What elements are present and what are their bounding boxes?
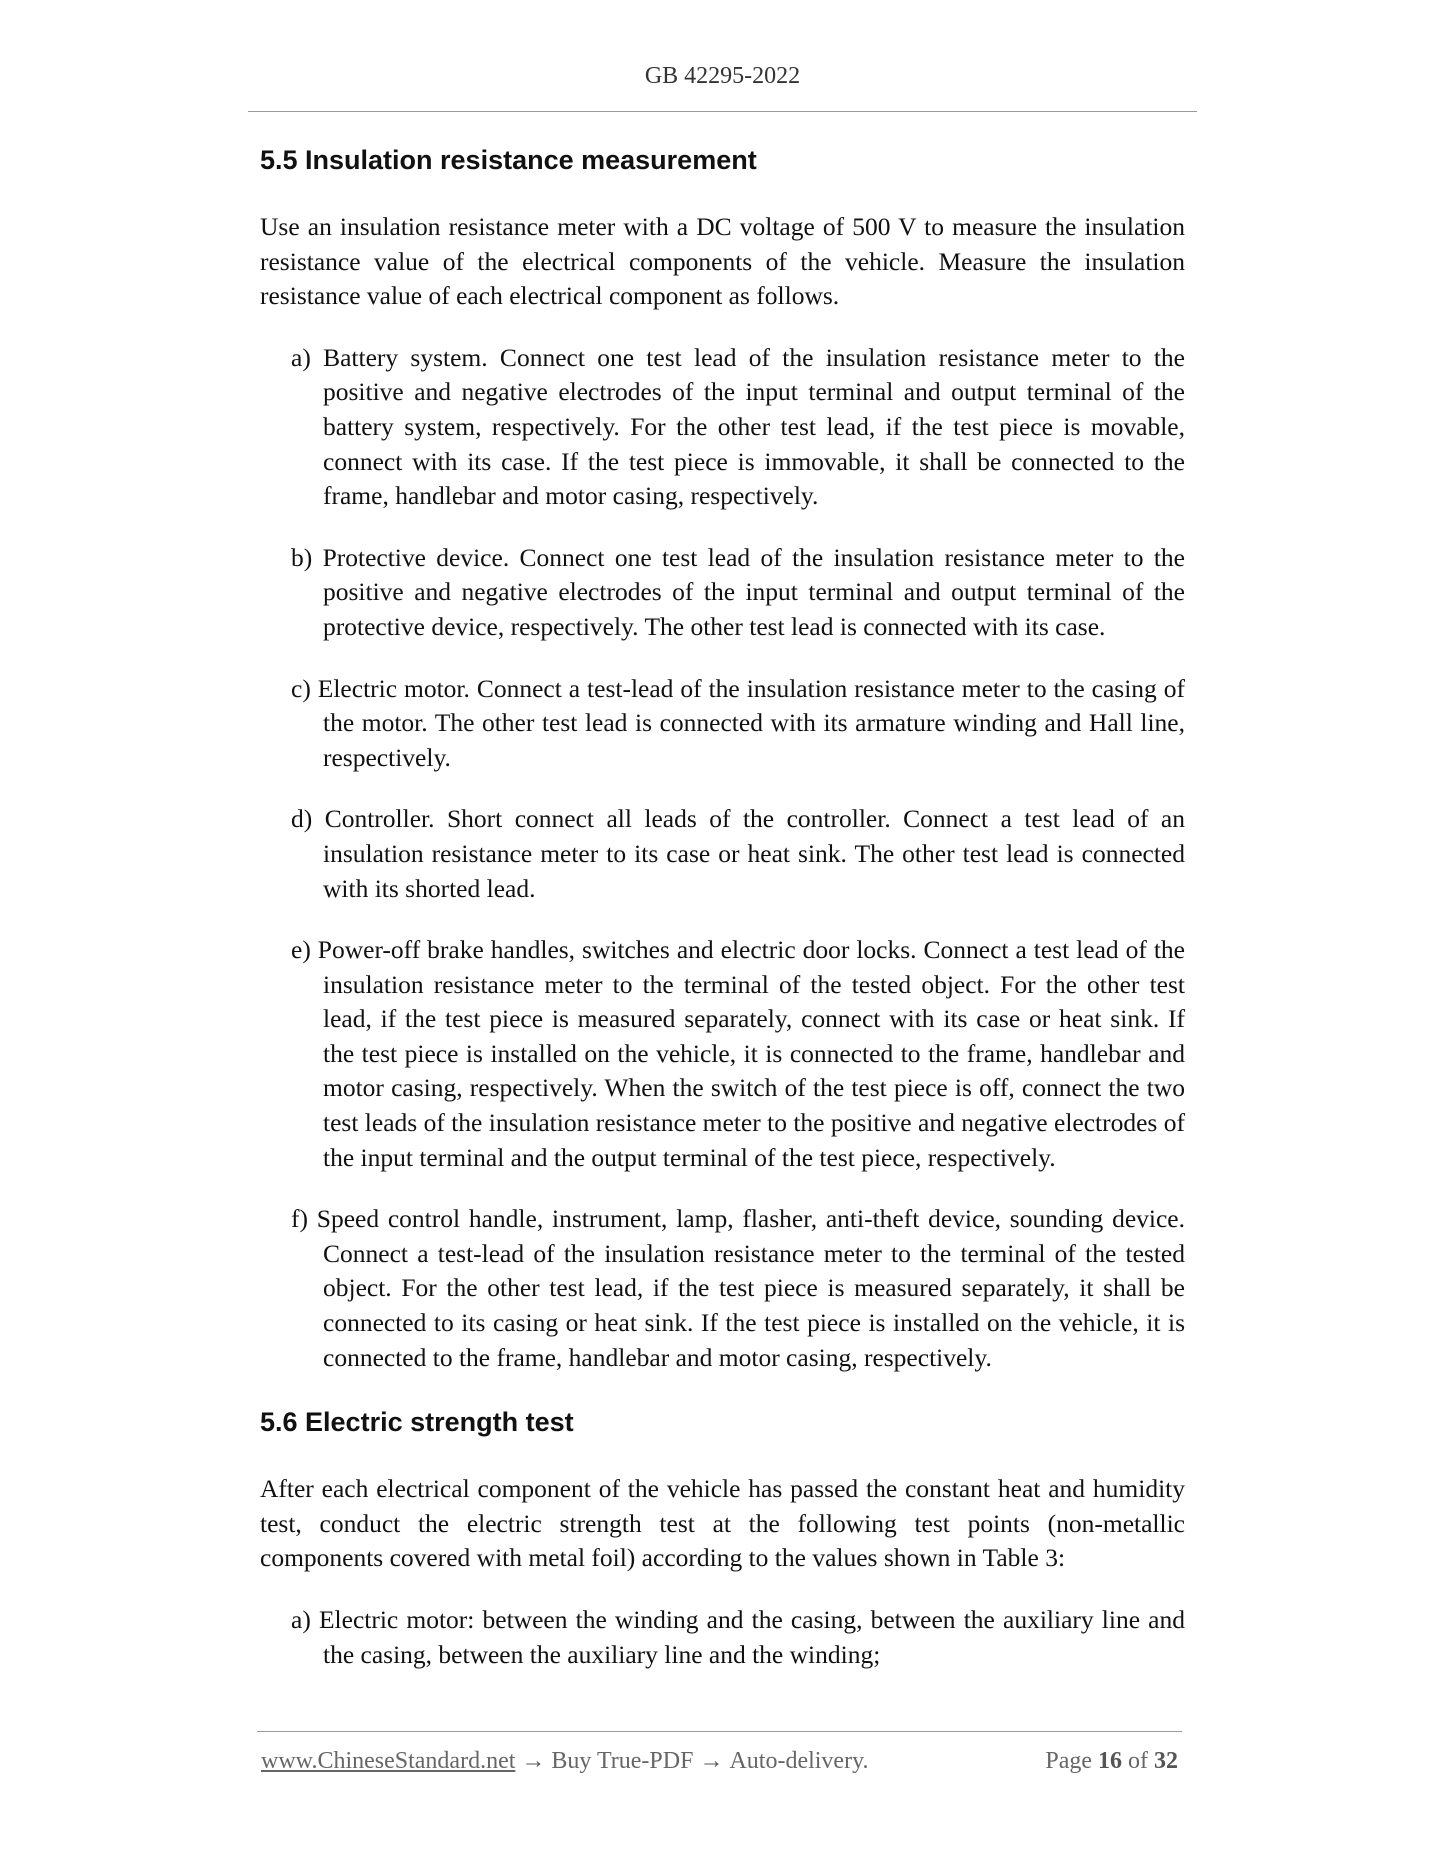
list-item-speed-control: f) Speed control handle, instrument, lamp, flasher, anti-theft device, sounding device. Connect a test-lead of the insulation resistance meter to the terminal of the tested object. For the other test lead, if the test piece is measured separately, it shall be connected to its casing or heat sink. If the test piece is installed on the vehicle, it is connected to the frame, handlebar and motor casing, respectively. [291,1204,1185,1372]
section-5-5-intro: Use an insulation resistance meter with a DC voltage of 500 V to measure the insulation resistance value of the electrical components of the vehicle. Measure the insulation resistance value of each electrical component as follows. [260,212,1185,311]
page-footer [261,1748,1181,1782]
section-5-6-intro: After each electrical component of the vehicle has passed the constant heat and humidity test, conduct the electric strength test at the following test points (non-metallic components covered with metal foil) according to the values shown in Table 3: [260,1474,1185,1573]
section-heading-5-6: 5.6 Electric strength test [260,1407,574,1438]
page-number [1045,1748,1178,1775]
list-item-protective-device: b) Protective device. Connect one test lead of the insulation resistance meter to the positive and negative electrodes of the input terminal and output terminal of the protective device, respectively. The other test lead is connected with its case. [291,542,1185,641]
list-item-controller: d) Controller. Short connect all leads of the controller. Connect a test lead of an insulation resistance meter to its case or heat sink. The other test lead is connected with its shorted lead. [291,804,1185,903]
section-5-6-list [260,1603,1185,1672]
of-label: of [1128,1748,1148,1774]
section-heading-5-5: 5.5 Insulation resistance measurement [260,145,757,175]
arrow-right-icon: → [521,1748,546,1774]
list-item-electric-motor-strength: a) Electric motor: between the winding and the casing, between the auxiliary line and the casing, between the auxiliary line and the winding; [291,1605,1185,1669]
current-page-number: 16 [1098,1748,1122,1774]
total-pages-number: 32 [1154,1748,1178,1774]
section-5-5-list [260,341,1185,1375]
page-label: Page [1045,1748,1092,1774]
arrow-right-icon: → [699,1748,724,1774]
list-item-electric-motor: c) Electric motor. Connect a test-lead of the insulation resistance meter to the casing of the motor. The other test lead is connected with its armature winding and Hall line, respectively. [291,673,1185,772]
auto-delivery-text: Auto-delivery. [729,1748,869,1774]
header-divider [248,111,1197,112]
list-item-battery-system: a) Battery system. Connect one test lead of the insulation resistance meter to the positive and negative electrodes of the input terminal and output terminal of the battery system, respectively. For the other test lead, if the test piece is movable, connect with its case. If the test piece is immovable, it shall be connected to the frame, handlebar and motor casing, respectively. [291,342,1185,511]
standard-code-header: GB 42295-2022 [644,63,801,89]
buy-true-pdf-text: Buy True-PDF [551,1748,694,1774]
chinesestandard-link[interactable]: www.ChineseStandard.net [261,1748,516,1774]
footer-divider [257,1731,1182,1732]
footer-promo [261,1748,869,1775]
page-content [260,140,1185,1699]
list-item-brake-handles: e) Power-off brake handles, switches and electric door locks. Connect a test lead of the insulation resistance meter to the terminal of the tested object. For the other test lead, if the test piece is measured separately, connect with its case or heat sink. If the test piece is installed on the vehicle, it is connected to the frame, handlebar and motor casing, respectively. When the switch of the test piece is off, connect the two test leads of the insulation resistance meter to the positive and negative electrodes of the input terminal and the output terminal of the test piece, respectively. [291,935,1185,1172]
